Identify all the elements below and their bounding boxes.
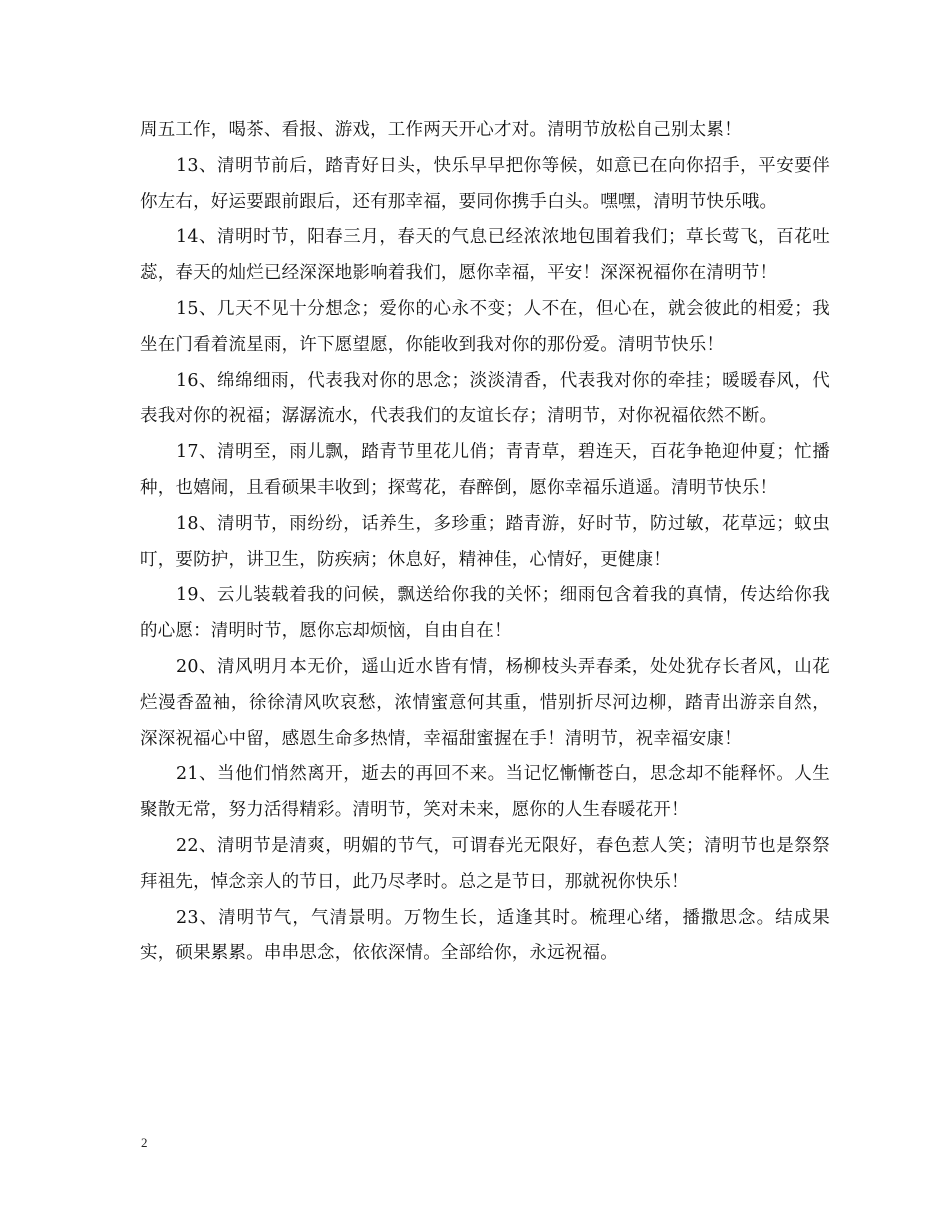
paragraph-21: 21、当他们悄然离开，逝去的再回不来。当记忆慚慚苍白，思念却不能释怀。人生聚散无常，努力活得精彩。清明节，笑对未来，愿你的人生春暖花开！ [140, 764, 830, 821]
paragraph-18: 18、清明节，雨纷纷，话养生，多珍重；踏青游，好时节，防过敏，花草远；蚊虫叮，要防护，讲卫生，防疾病；休息好，精神佳，心情好，更健康！ [140, 513, 830, 570]
paragraph-15: 15、几天不见十分想念；爱你的心永不变；人不在，但心在，就会彼此的相爱；我坐在门看着流星雨，许下愿望愿，你能收到我对你的那份爱。清明节快乐！ [140, 298, 830, 355]
paragraph-17: 17、清明至，雨儿飘，踏青节里花儿俏；青青草，碧连天，百花争艳迎仲夏；忙播种，也嬉闹，且看硕果丰收到；探莺花，春醉倒，愿你幸福乐逍遥。清明节快乐！ [140, 442, 830, 498]
paragraph-16: 16、绵绵细雨，代表我对你的思念；淡淡清香，代表我对你的牵挂；暖暖春风，代表我对你的祝福；潺潺流水，代表我们的友谊长存；清明节，对你祝福依然不断。 [140, 370, 830, 427]
document-body [140, 113, 830, 972]
paragraph-14: 14、清明时节，阳春三月，春天的气息已经浓浓地包围着我们；草长莺飞，百花吐蕊，春天的灿烂已经深深地影响着我们，愿你幸福，平安！深深祝福你在清明节！ [140, 227, 830, 284]
paragraph-19: 19、云儿装载着我的问候，飘送给你我的关怀；细雨包含着我的真情，传达给你我的心愿：清明时节，愿你忘却烦恼，自由自在！ [140, 585, 830, 642]
paragraph-22: 22、清明节是清爽，明媚的节气，可谓春光无限好，春色惹人笑；清明节也是祭祭拜祖先，悼念亲人的节日，此乃尽孝时。总之是节日，那就祝你快乐！ [140, 835, 830, 892]
paragraph-continuation: 周五工作，喝茶、看报、游戏，工作两天开心才对。清明节放松自己别太累！ [140, 120, 742, 140]
paragraph-20: 20、清风明月本无价，遥山近水皆有情，杨柳枝头弄春柔，处处犹存长者风，山花烂漫香盈袖，徐徐清风吹哀愁，浓情蜜意何其重，惜别折尽河边柳，踏青出游亲自然，深深祝福心中留，感恩生命多热情，幸福甜蜜握在手！清明节，祝幸福安康！ [140, 656, 830, 749]
page-number: 2 [141, 1135, 148, 1150]
paragraph-23: 23、清明节气，气清景明。万物生长，适逢其时。梳理心绪，播撒思念。结成果实，硕果累累。串串思念，依依深情。全部给你，永远祝福。 [140, 907, 830, 964]
paragraph-13: 13、清明节前后，踏青好日头，快乐早早把你等候，如意已在向你招手，平安要伴你左右，好运要跟前跟后，还有那幸福，要同你携手白头。嘿嘿，清明节快乐哦。 [140, 155, 830, 212]
